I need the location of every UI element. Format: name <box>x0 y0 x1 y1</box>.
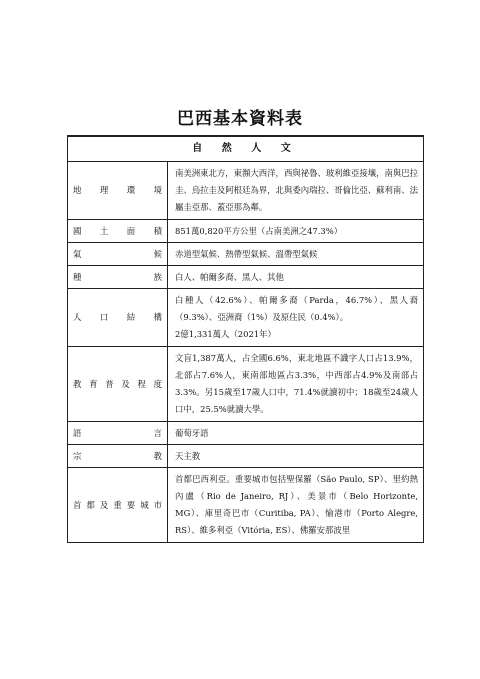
label-char: 及 <box>99 499 109 510</box>
row-value-education <box>168 347 424 422</box>
label-char: 程 <box>137 378 146 389</box>
table-row-education <box>68 347 424 422</box>
row-value-ethnicity <box>168 266 424 289</box>
label-char: 環 <box>126 185 136 196</box>
table-row-cities <box>68 468 424 543</box>
label-char: 氣 <box>73 248 82 259</box>
label-char: 城 <box>140 499 149 510</box>
label-char: 面 <box>126 225 136 236</box>
table-row-land-area <box>68 220 424 243</box>
row-value-cities <box>168 468 424 543</box>
label-char: 宗 <box>73 450 82 461</box>
row-value-land-area <box>168 220 424 243</box>
table-row-ethnicity <box>68 266 424 289</box>
label-char: 教 <box>153 450 162 461</box>
label-char: 育 <box>89 378 98 389</box>
row-value-language <box>168 422 424 445</box>
table-row-climate <box>68 243 424 266</box>
value-paragraph: 首都巴西利亞。重要城市包括聖保羅（São Paulo, SP）、里約熱內盧（Rio de Janeiro, RJ）、美景市（Belo Horizonte, MG）、庫里奇巴市（Curitiba, PA）、愉港市（Porto Alegre, RS）、維多利亞（Vitória, ES）、佛羅安那波里 <box>175 474 419 535</box>
row-value-geography <box>168 162 424 220</box>
label-char: 市 <box>153 499 162 510</box>
label-char: 國 <box>73 225 82 236</box>
label-char: 都 <box>86 499 95 510</box>
value-paragraph: 南美洲東北方，東瀕大西洋，西與祕魯、玻利維亞接壤，南與巴拉圭、烏拉圭及阿根廷為界，北與委內瑞拉、哥倫比亞、蘇利南、法屬圭亞那、蓋亞那為鄰。 <box>175 168 419 212</box>
value-paragraph: 天主教 <box>175 451 201 461</box>
label-char: 土 <box>99 225 109 236</box>
value-paragraph: 851萬0,820平方公里（占南美洲之47.3%） <box>175 226 343 236</box>
label-char: 族 <box>153 271 162 282</box>
label-char: 度 <box>153 378 162 389</box>
label-char: 境 <box>153 185 162 196</box>
basic-info-table <box>67 135 424 543</box>
label-char: 要 <box>126 499 136 510</box>
label-char: 言 <box>153 427 162 438</box>
row-label-climate <box>68 243 168 266</box>
row-label-religion <box>68 445 168 468</box>
label-char: 普 <box>105 378 114 389</box>
section-header: 自 然 人 文 <box>68 136 424 162</box>
table-row-language <box>68 422 424 445</box>
value-paragraph: 2億1,331萬人（2021年） <box>175 329 276 339</box>
row-label-language <box>68 422 168 445</box>
row-value-population <box>168 289 424 347</box>
row-label-ethnicity <box>68 266 168 289</box>
table-row-population <box>68 289 424 347</box>
row-label-education <box>68 347 168 422</box>
label-char: 口 <box>99 312 109 323</box>
row-label-population <box>68 289 168 347</box>
label-char: 首 <box>73 499 82 510</box>
value-paragraph: 白人、帕爾多裔、黑人、其他 <box>175 272 284 282</box>
label-char: 重 <box>113 499 122 510</box>
label-char: 積 <box>153 225 162 236</box>
label-char: 種 <box>73 271 82 282</box>
document-title: 巴西基本資料表 <box>177 109 303 129</box>
row-label-geography <box>68 162 168 220</box>
row-label-land-area <box>68 220 168 243</box>
label-char: 理 <box>99 185 109 196</box>
value-paragraph: 白種人（42.6%）、帕爾多裔（Parda，46.7%）、黑人裔（9.3%）、亞洲裔（1%）及原住民（0.4%）。 <box>175 295 419 322</box>
value-paragraph: 文盲1,387萬人，占全國6.6%，東北地區不識字人口占13.9%，北部占7.6%人，東南部地區占3.3%，中西部占4.9%及南部占3.3%。另15歲至17歲人口中，71.4%就讀初中；18歲至24歲人口中，25.5%就讀大學。 <box>175 353 419 414</box>
label-char: 候 <box>153 248 162 259</box>
label-char: 人 <box>73 312 82 323</box>
row-value-religion <box>168 445 424 468</box>
label-char: 語 <box>73 427 82 438</box>
row-value-climate <box>168 243 424 266</box>
value-paragraph: 赤道型氣候、熱帶型氣候、溫帶型氣候 <box>175 249 318 259</box>
label-char: 結 <box>126 312 136 323</box>
label-char: 教 <box>73 378 82 389</box>
table-row-religion <box>68 445 424 468</box>
label-char: 及 <box>121 378 130 389</box>
table-row-geography <box>68 162 424 220</box>
value-paragraph: 葡萄牙語 <box>175 428 209 438</box>
label-char: 構 <box>153 312 162 323</box>
row-label-cities <box>68 468 168 543</box>
label-char: 地 <box>73 185 82 196</box>
section-header-row <box>68 136 424 162</box>
